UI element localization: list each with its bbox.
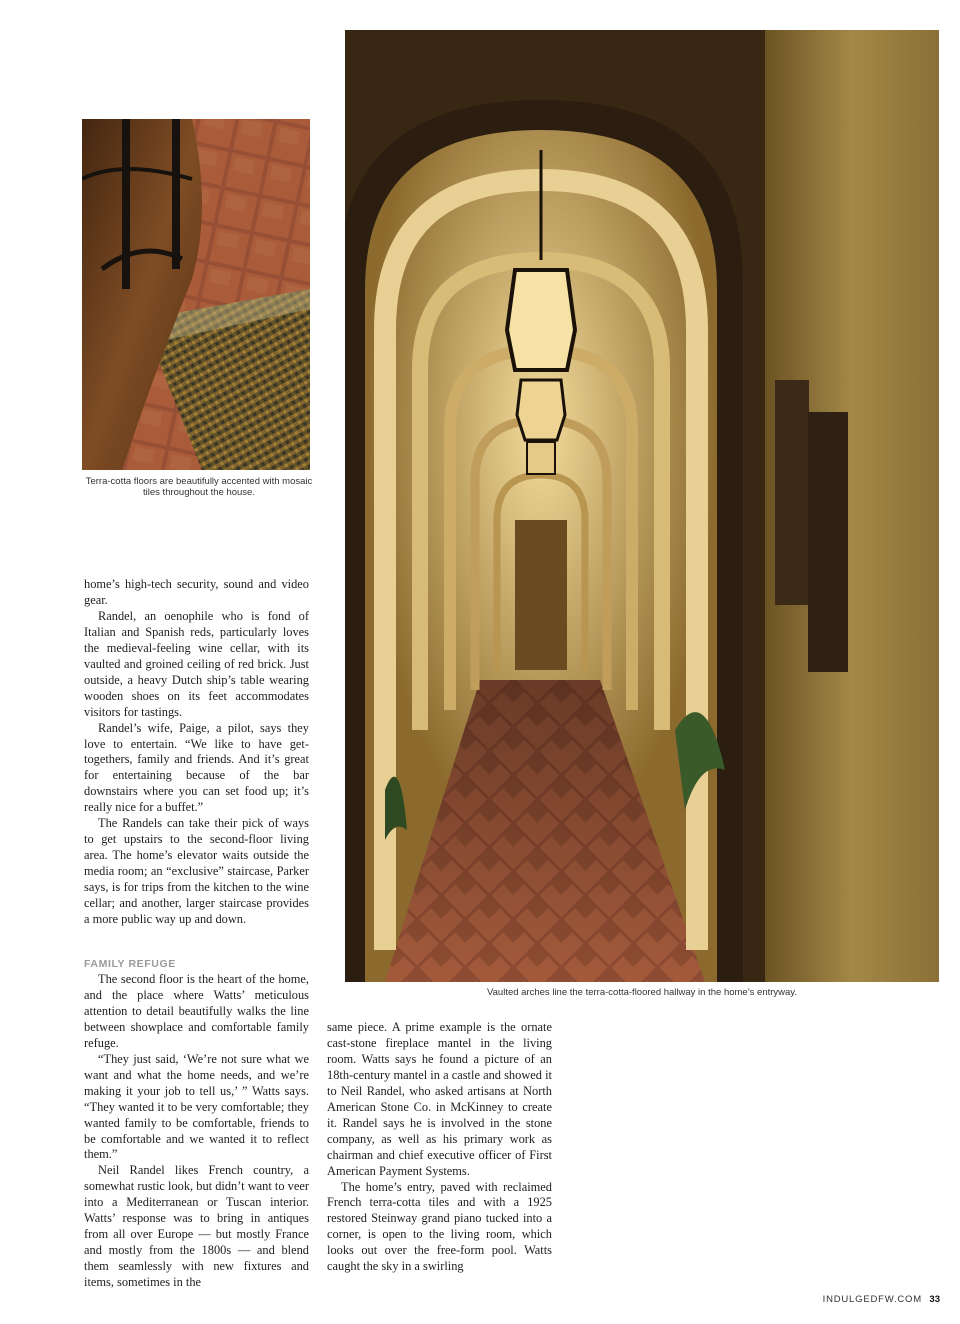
paragraph: home’s high-tech security, sound and video gear. [84, 577, 309, 607]
text-column-middle [327, 1020, 552, 1275]
mosaic-floor-photo [82, 119, 310, 470]
text-column-left-lower [84, 972, 309, 1291]
paragraph: same piece. A prime example is the ornate cast-stone fireplace mantel in the living room. Watts says he found a picture of an 18th-century mantel in a castle and showed it to Neil Randel, who asked artisans at North American Stone Co. in McKinney to create it. Randel says he is involved in the stone company, as well as his primary work as chairman and chief executive officer of First American Payment Systems. [327, 1020, 552, 1178]
text-column-left-upper [84, 577, 309, 928]
paragraph: Randel’s wife, Paige, a pilot, says they love to entertain. “We like to have get-togethers, family and friends. And it’s great for entertaining because of the bar downstairs where you can set food up; it’s really nice for a buffet.” [84, 720, 309, 815]
website-label: INDULGEDFW.COM [822, 1294, 922, 1305]
vaulted-hallway-photo [345, 30, 939, 982]
paragraph: Randel, an oenophile who is fond of Italian and Spanish reds, particularly loves the medieval-feeling wine cellar, with its vaulted and groined ceiling of red brick. Just outside, a heavy Dutch ship’s table wearing wooden shoes on its feet accommodates visitors for tastings. [84, 608, 309, 719]
page-number: 33 [929, 1294, 940, 1305]
paragraph: “They just said, ‘We’re not sure what we want and what the home needs, and we’re making it your job to tell us,’ ” Watts says. “They wanted it to be very comfortable; they wanted family to be comfortable, friends to be comfortable and we wanted it to reflect them.” [84, 1051, 309, 1162]
paragraph: The home’s entry, paved with reclaimed French terra-cotta tiles and with a 1925 restored Steinway grand piano tucked into a corner, is open to the living room, which looks out over the free-form pool. Watts caught the sky in a swirling [327, 1179, 552, 1274]
paragraph: The second floor is the heart of the home, and the place where Watts’ meticulous attention to detail beautifully walks the line between showplace and comfortable family refuge. [84, 972, 309, 1050]
paragraph: Neil Randel likes French country, a somewhat rustic look, but didn’t want to veer into a Mediterranean or Tuscan interior. Watts’ response was to bring in antiques from all over Europe — but mostly France and mostly from the 1800s — and blend them seamlessly with new fixtures and items, sometimes in the [84, 1163, 309, 1290]
section-heading: FAMILY REFUGE [84, 958, 176, 970]
photo-caption: Terra-cotta floors are beautifully accented with mosaic tiles throughout the house. [85, 476, 313, 498]
paragraph: The Randels can take their pick of ways to get upstairs to the second-floor living area. The home’s elevator waits outside the media room; an “exclusive” staircase, Parker says, is for trips from the kitchen to the wine cellar; and another, larger staircase provides a more public way up and down. [84, 816, 309, 927]
page-footer [780, 1294, 940, 1305]
photo-caption: Vaulted arches line the terra-cotta-floored hallway in the home’s entryway. [487, 987, 797, 998]
